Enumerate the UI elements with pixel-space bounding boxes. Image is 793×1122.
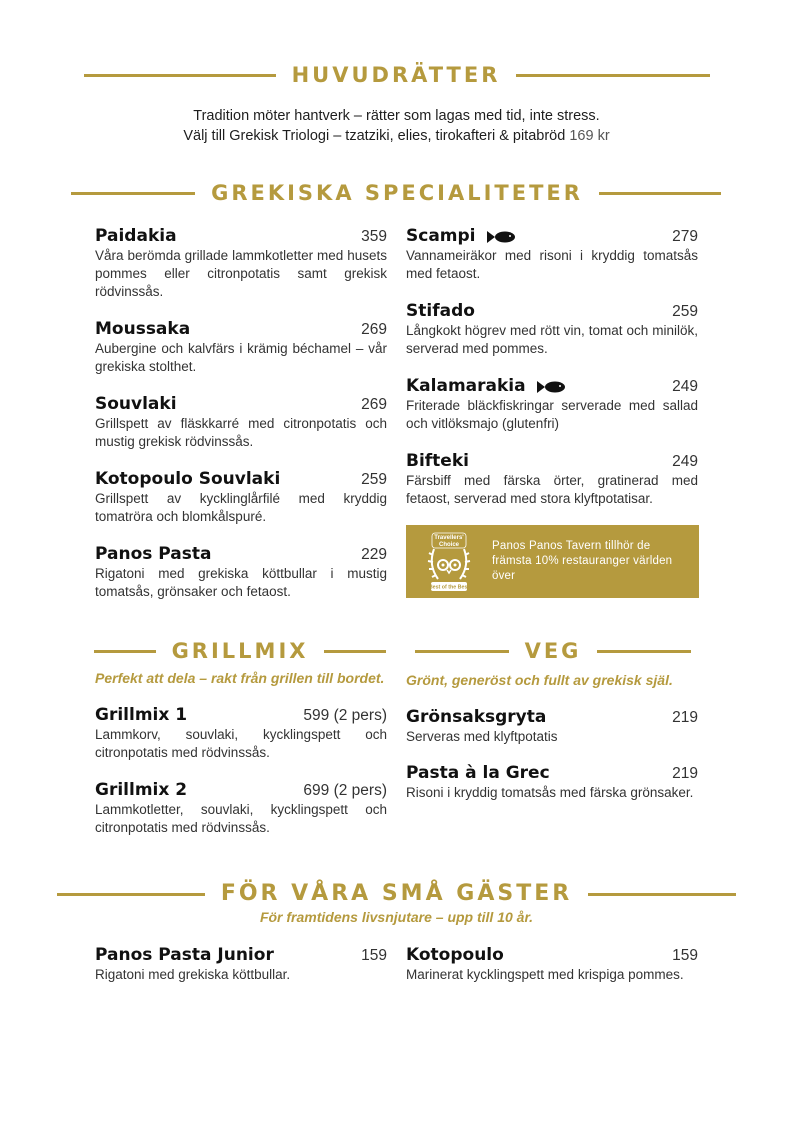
item-price: 269 <box>361 396 387 413</box>
greek-specialties-heading <box>94 182 698 204</box>
item-price: 599 (2 pers) <box>303 707 387 724</box>
grillmix-subtitle: Perfekt att dela – rakt från grillen till bordet. <box>95 670 385 686</box>
logo-text-line: Travellers' <box>434 535 464 541</box>
menu-item <box>406 945 698 984</box>
item-description: Friterade bläckfiskringar serverade med sallad och vitlöksmajo (glutenfri) <box>406 398 698 431</box>
item-price: 699 (2 pers) <box>303 782 387 799</box>
kids-subtitle: För framtidens livsnjutare – upp till 10 år. <box>259 909 534 925</box>
item-description: Långkokt högrev med rött vin, tomat och minilök, serverad med pommes. <box>406 323 698 356</box>
item-price: 269 <box>361 321 387 338</box>
intro-text <box>0 106 793 146</box>
heading-title: GRILLMIX <box>171 638 309 663</box>
intro-line-2: Välj till Grekisk Triologi – tzatziki, elies, tirokafteri & pitabröd 169 kr <box>183 128 610 144</box>
item-description: Grillspett av kycklinglårfilé med kryddig tomatröra och blomkålspuré. <box>95 491 387 524</box>
item-description: Risoni i kryddig tomatsås med färska grönsaker. <box>406 785 694 800</box>
menu-item <box>406 763 698 802</box>
heading-rule <box>599 192 721 195</box>
travellers-choice-badge <box>406 525 699 598</box>
menu-item <box>95 945 387 984</box>
item-price: 359 <box>361 228 387 245</box>
grillmix-heading <box>105 640 375 662</box>
main-courses-heading <box>100 64 694 86</box>
menu-item <box>406 376 698 433</box>
item-name: Kalamarakia <box>406 376 526 396</box>
menu-item <box>95 394 387 451</box>
heading-rule <box>597 650 691 653</box>
item-price: 249 <box>672 378 698 395</box>
heading-rule <box>84 74 276 77</box>
menu-item <box>95 705 387 762</box>
heading-title: FÖR VÅRA SMÅ GÄSTER <box>220 881 573 906</box>
heading-title: HUVUDRÄTTER <box>291 62 501 87</box>
heading-rule <box>516 74 710 77</box>
item-name: Moussaka <box>95 319 191 339</box>
veg-heading <box>416 640 690 662</box>
veg-subtitle: Grönt, generöst och fullt av grekisk själ. <box>406 672 673 688</box>
badge-text: Panos Panos Tavern tillhör de främsta 10% restauranger världen över <box>492 540 673 582</box>
item-description: Färsbiff med färska örter, gratinerad med fetaost, serverad med stora klyftpotatisar. <box>406 473 698 506</box>
item-name: Scampi <box>406 226 476 246</box>
item-name-wrap <box>406 226 516 247</box>
logo-text-top <box>434 535 464 548</box>
menu-item <box>95 319 387 376</box>
intro-price: 169 kr <box>569 128 610 144</box>
item-name: Grillmix 2 <box>95 780 188 800</box>
item-name-wrap <box>406 376 566 397</box>
item-price: 159 <box>672 947 698 964</box>
item-name: Stifado <box>406 301 475 321</box>
travellers-choice-logo <box>406 525 492 598</box>
item-price: 229 <box>361 546 387 563</box>
logo-text-bottom: Best of the Best <box>428 584 470 591</box>
menu-item <box>406 226 698 283</box>
item-description: Marinerat kycklingspett med krispiga pommes. <box>406 967 684 982</box>
item-description: Aubergine och kalvfärs i krämig béchamel – vår grekiska stolthet. <box>95 341 387 374</box>
item-description: Grillspett av fläskkarré med citronpotatis och mustig grekisk rödvinssås. <box>95 416 387 449</box>
menu-item <box>95 226 387 301</box>
heading-rule <box>588 893 736 896</box>
item-price: 219 <box>672 765 698 782</box>
item-description: Rigatoni med grekiska köttbullar i mustig tomatsås, grönsaker och fetaost. <box>95 566 387 599</box>
intro-line-1: Tradition möter hantverk – rätter som lagas med tid, inte stress. <box>193 108 600 124</box>
item-name: Panos Pasta <box>95 544 212 564</box>
item-name: Bifteki <box>406 451 469 471</box>
item-name: Kotopoulo Souvlaki <box>95 469 281 489</box>
menu-item <box>406 707 698 746</box>
heading-title: GREKISKA SPECIALITETER <box>211 180 583 205</box>
item-description: Vannameiräkor med risoni i kryddig tomatsås med fetaost. <box>406 248 698 281</box>
item-price: 259 <box>672 303 698 320</box>
item-name: Grillmix 1 <box>95 705 188 725</box>
logo-text-line: Choice <box>438 542 460 548</box>
item-name: Pasta à la Grec <box>406 763 550 783</box>
heading-title: VEG <box>524 638 582 663</box>
heading-rule <box>71 192 195 195</box>
menu-item <box>95 544 387 601</box>
item-name: Paidakia <box>95 226 177 246</box>
item-name: Panos Pasta Junior <box>95 945 274 965</box>
kids-heading <box>94 882 699 906</box>
fish-icon <box>486 230 516 244</box>
item-price: 259 <box>361 471 387 488</box>
heading-rule <box>57 893 205 896</box>
heading-rule <box>324 650 386 653</box>
item-price: 279 <box>672 228 698 245</box>
item-name: Souvlaki <box>95 394 177 414</box>
item-description: Lammkotletter, souvlaki, kycklingspett och citronpotatis med rödvinssås. <box>95 802 387 835</box>
item-price: 219 <box>672 709 698 726</box>
item-price: 249 <box>672 453 698 470</box>
menu-item <box>406 451 698 508</box>
heading-rule <box>94 650 156 653</box>
item-name: Grönsaksgryta <box>406 707 547 727</box>
item-name: Kotopoulo <box>406 945 504 965</box>
fish-icon <box>536 380 566 394</box>
menu-item <box>95 780 387 837</box>
item-price: 159 <box>361 947 387 964</box>
menu-item <box>406 301 698 358</box>
item-description: Rigatoni med grekiska köttbullar. <box>95 967 291 982</box>
item-description: Serveras med klyftpotatis <box>406 729 558 744</box>
menu-item <box>95 469 387 526</box>
item-description: Våra berömda grillade lammkotletter med husets pommes eller citronpotatis samt grekisk rödvinssås. <box>95 248 387 299</box>
item-description: Lammkorv, souvlaki, kycklingspett och citronpotatis med rödvinssås. <box>95 727 387 760</box>
heading-rule <box>415 650 509 653</box>
owl-laurel-icon <box>406 525 492 598</box>
